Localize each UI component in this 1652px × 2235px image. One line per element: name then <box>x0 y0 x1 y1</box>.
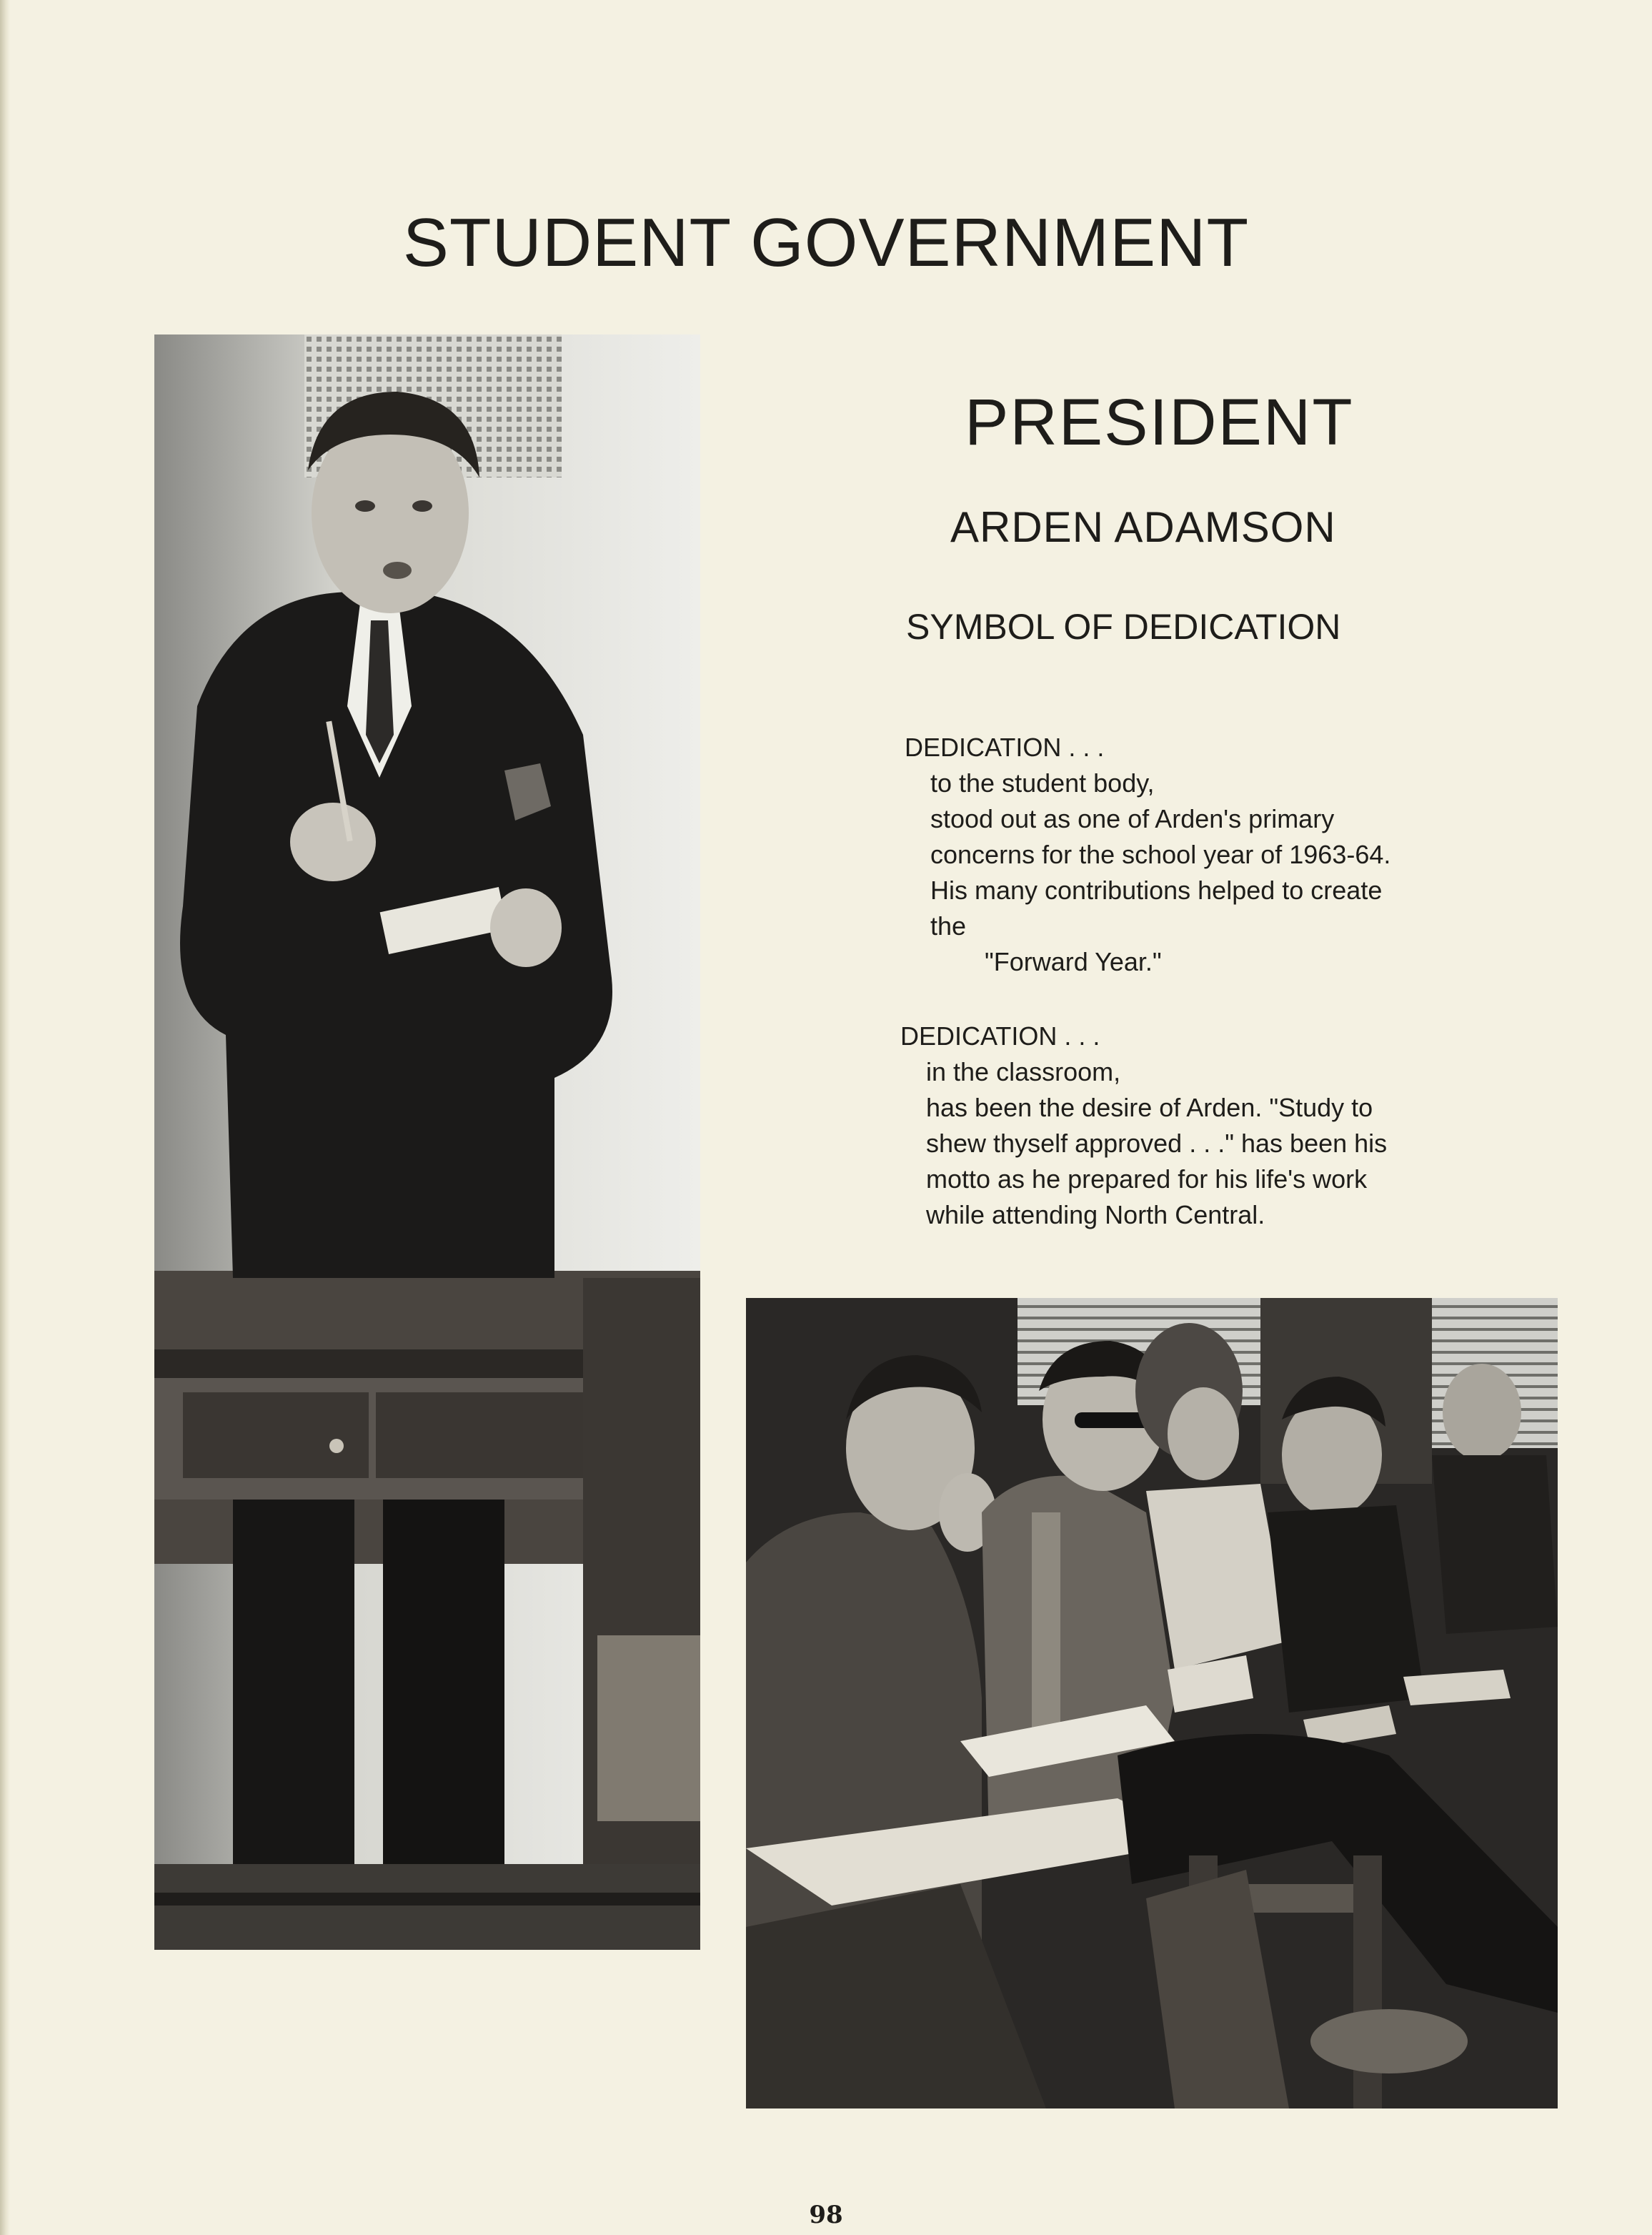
paragraph-line: in the classroom, <box>926 1057 1121 1086</box>
role-title: PRESIDENT <box>965 386 1354 459</box>
paragraph-line: His many contributions helped to create <box>930 876 1383 905</box>
paragraph-line: has been the desire of Arden. "Study to <box>926 1093 1373 1122</box>
paragraph-line: while attending North Central. <box>926 1200 1265 1229</box>
paragraph-line: concerns for the school year of 1963-64. <box>930 840 1391 869</box>
classroom-photo <box>746 1298 1558 2108</box>
president-photo <box>154 334 700 1950</box>
person-name: ARDEN ADAMSON <box>950 503 1336 551</box>
dedication-paragraph-1 <box>905 730 1390 980</box>
section-title: STUDENT GOVERNMENT <box>402 204 1250 281</box>
paragraph-line: "Forward Year." <box>985 947 1162 976</box>
paragraph-line: the <box>930 911 967 941</box>
page-number: 98 <box>809 2201 843 2229</box>
paragraph-line: motto as he prepared for his life's work <box>926 1164 1368 1194</box>
paragraph-heading: DEDICATION . . . <box>905 733 1105 762</box>
dedication-paragraph-2 <box>900 1019 1387 1233</box>
paragraph-line: shew thyself approved . . ." has been his <box>926 1129 1388 1158</box>
subtitle: SYMBOL OF DEDICATION <box>906 607 1341 647</box>
paragraph-line: to the student body, <box>930 768 1155 798</box>
paragraph-line: stood out as one of Arden's primary <box>930 804 1335 833</box>
page-binding-edge <box>0 0 10 2235</box>
paragraph-heading: DEDICATION . . . <box>900 1021 1100 1051</box>
